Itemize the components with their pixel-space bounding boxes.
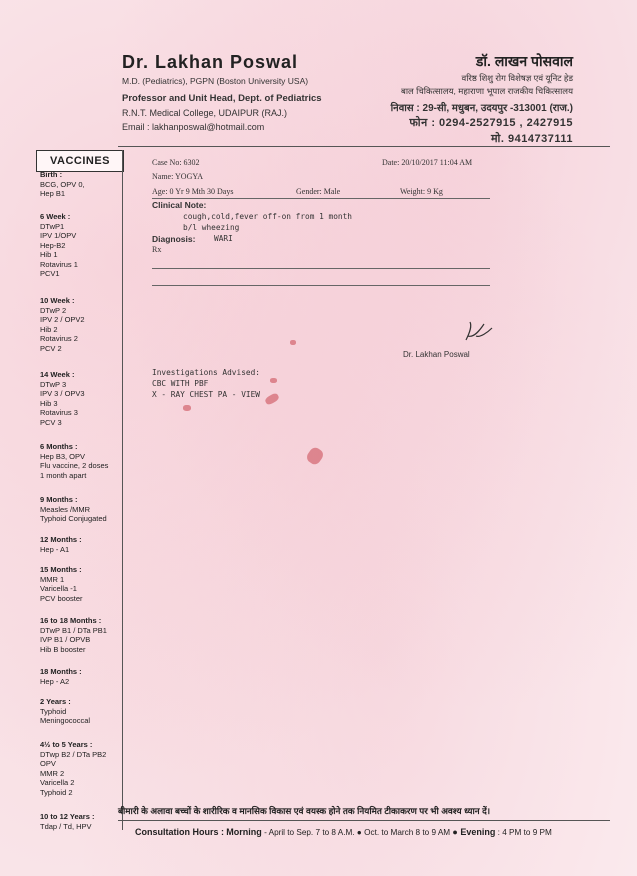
case-no: Case No: 6302	[152, 158, 200, 167]
vaccine-group	[40, 812, 126, 831]
vaccine-item: Flu vaccine, 2 doses	[40, 461, 109, 470]
vaccine-group-title: 4½ to 5 Years :	[40, 740, 93, 749]
diagnosis-value: WARI	[214, 234, 233, 243]
vaccine-item: PCV1	[40, 269, 60, 278]
vaccine-item: Hep - A1	[40, 544, 70, 554]
vaccine-item: PCV 2	[40, 343, 62, 353]
vaccine-item: DTwP 3	[40, 379, 67, 389]
vaccine-item: Rotavirus 2	[40, 334, 78, 343]
rx-symbol: Rx	[152, 245, 162, 254]
vaccine-group-title: Birth :	[40, 170, 63, 179]
vaccine-item: IPV 1/OPV	[40, 231, 77, 240]
vaccine-item: IPV 3 / OPV3	[40, 389, 85, 398]
vaccine-group-title: 10 to 12 Years :	[40, 812, 95, 821]
visit-date: Date: 20/10/2017 11:04 AM	[382, 158, 473, 167]
vaccine-item: DTwP 2	[40, 305, 67, 315]
vaccine-item: Hep B1	[40, 189, 66, 198]
vaccine-group	[40, 697, 126, 726]
vaccine-group-title: 6 Week :	[40, 212, 71, 221]
footer-divider	[118, 820, 610, 821]
investigation-2: X - RAY CHEST PA - VIEW	[152, 390, 260, 399]
vaccine-item: MMR 2	[40, 768, 65, 778]
morning-label: Morning	[226, 827, 262, 837]
vaccines-title: VACCINES	[36, 150, 124, 172]
vaccine-item: Varicella 2	[40, 778, 75, 787]
vaccine-item: Hep-B2	[40, 240, 66, 250]
doctor-email: Email : lakhanposwal@hotmail.com	[122, 122, 265, 132]
morning-time-2: ● Oct. to March 8 to 9 AM	[356, 828, 451, 837]
investigation-1: CBC WITH PBF	[152, 379, 209, 388]
footer-hindi-note: बीमारी के अलावा बच्चों के शारीरिक व मानसिक विकास एवं वयस्क होने तक नियमित टीकाकरण पर भी अवश्य ध्यान दें।	[118, 806, 491, 816]
stain-mark	[290, 340, 296, 345]
vaccine-item: Typhoid Conjugated	[40, 514, 107, 523]
vaccine-group	[40, 565, 126, 603]
patient-name: Name: YOGYA	[152, 172, 204, 181]
hindi-line-1: वरिष्ठ शिशु रोग विशेषज्ञ एवं यूनिट हेड	[461, 73, 573, 83]
hours-label: Consultation Hours :	[135, 827, 224, 837]
stain-mark	[183, 405, 191, 411]
info-divider	[152, 198, 490, 199]
vaccine-item: Meningococcal	[40, 716, 91, 725]
hindi-mobile: मो. 9414737111	[490, 133, 573, 145]
patient-weight: Weight: 9 Kg	[400, 187, 443, 196]
header-divider	[118, 146, 610, 147]
doctor-position: Professor and Unit Head, Dept. of Pediatrics	[122, 93, 322, 104]
vaccine-item: DTwp B2 / DTa PB2	[40, 749, 107, 759]
vaccine-item: Hep - A2	[40, 676, 70, 686]
vaccine-item: IPV 2 / OPV2	[40, 315, 85, 324]
vaccine-group-title: 16 to 18 Months :	[40, 616, 102, 625]
hindi-address: निवास : 29-सी, मधुबन, उदयपुर -313001 (राज.)	[390, 103, 573, 114]
vaccine-group	[40, 296, 126, 353]
vaccine-item: Rotavirus 3	[40, 408, 78, 417]
vaccine-item: Hib 3	[40, 398, 58, 408]
vaccine-group-title: 9 Months :	[40, 495, 78, 504]
vaccine-group-title: 10 Week :	[40, 296, 75, 305]
doctor-name-hindi: डॉ. लाखन पोसवाल	[475, 53, 573, 69]
vaccine-group-title: 2 Years :	[40, 697, 71, 706]
hindi-line-2: बाल चिकित्सालय, महाराणा भूपाल राजकीय चिकित्सालय	[400, 86, 573, 96]
patient-age: Age: 0 Yr 9 Mth 30 Days	[152, 187, 234, 196]
vaccine-item: BCG, OPV 0,	[40, 179, 85, 189]
vaccine-group	[40, 170, 126, 199]
vaccine-group-title: 14 Week :	[40, 370, 75, 379]
vaccine-item: DTwP B1 / DTa PB1	[40, 625, 107, 635]
vaccine-item: Hep B3, OPV	[40, 451, 86, 461]
vaccine-group	[40, 370, 126, 427]
patient-gender: Gender: Male	[296, 187, 341, 196]
rx-divider-1	[152, 268, 490, 269]
diagnosis-label: Diagnosis:	[152, 234, 196, 244]
hindi-phone: फोन : 0294-2527915 , 2427915	[409, 117, 573, 129]
vaccine-group-title: 15 Months :	[40, 565, 82, 574]
vaccine-item: Tdap / Td, HPV	[40, 821, 92, 831]
vaccine-item: Measles /MMR	[40, 504, 91, 514]
vaccine-item: Typhoid 2	[40, 787, 73, 797]
vaccine-item: IVP B1 / OPVB	[40, 635, 91, 644]
evening-time: : 4 PM to 9 PM	[497, 828, 552, 837]
clinical-note-label: Clinical Note:	[152, 200, 207, 210]
vaccine-group-title: 18 Months :	[40, 667, 82, 676]
clinical-note-line-2: b/l wheezing	[183, 223, 240, 232]
investigations-label: Investigations Advised:	[152, 368, 260, 377]
vaccine-item: Varicella -1	[40, 584, 77, 593]
vaccine-item: Hib 2	[40, 324, 58, 334]
clinical-note-line-1: cough,cold,fever off-on from 1 month	[183, 212, 352, 221]
morning-time-1: - April to Sep. 7 to 8 A.M.	[264, 828, 355, 837]
rx-divider-2	[152, 285, 490, 286]
vaccine-item: Hib B booster	[40, 644, 86, 654]
doctor-qualification: M.D. (Pediatrics), PGPN (Boston University USA)	[122, 76, 309, 86]
vaccine-item: PCV booster	[40, 593, 83, 603]
vaccine-item: 1 month apart	[40, 470, 87, 480]
vaccine-item: MMR 1	[40, 574, 65, 584]
vaccine-item: OPV	[40, 759, 56, 768]
signature-mark	[462, 318, 496, 344]
consultation-hours	[135, 827, 605, 837]
vaccine-group	[40, 667, 126, 686]
vaccine-group	[40, 535, 126, 554]
stain-mark	[270, 378, 277, 383]
signature-name: Dr. Lakhan Poswal	[403, 350, 470, 359]
vaccine-item: Rotavirus 1	[40, 259, 78, 269]
vaccine-group	[40, 212, 126, 279]
vaccine-group	[40, 740, 126, 797]
vaccine-item: Typhoid	[40, 706, 67, 716]
doctor-college: R.N.T. Medical College, UDAIPUR (RAJ.)	[122, 108, 288, 118]
vaccine-group	[40, 442, 126, 480]
vaccine-group-title: 12 Months :	[40, 535, 82, 544]
vaccine-group-title: 6 Months :	[40, 442, 78, 451]
vaccine-item: PCV 3	[40, 417, 62, 427]
vaccine-group	[40, 495, 126, 524]
vaccine-item: DTwP1	[40, 221, 65, 231]
vaccine-item: Hib 1	[40, 250, 58, 259]
doctor-name: Dr. Lakhan Poswal	[122, 52, 299, 72]
evening-label: ● Evening	[452, 827, 496, 837]
vaccine-group	[40, 616, 126, 654]
